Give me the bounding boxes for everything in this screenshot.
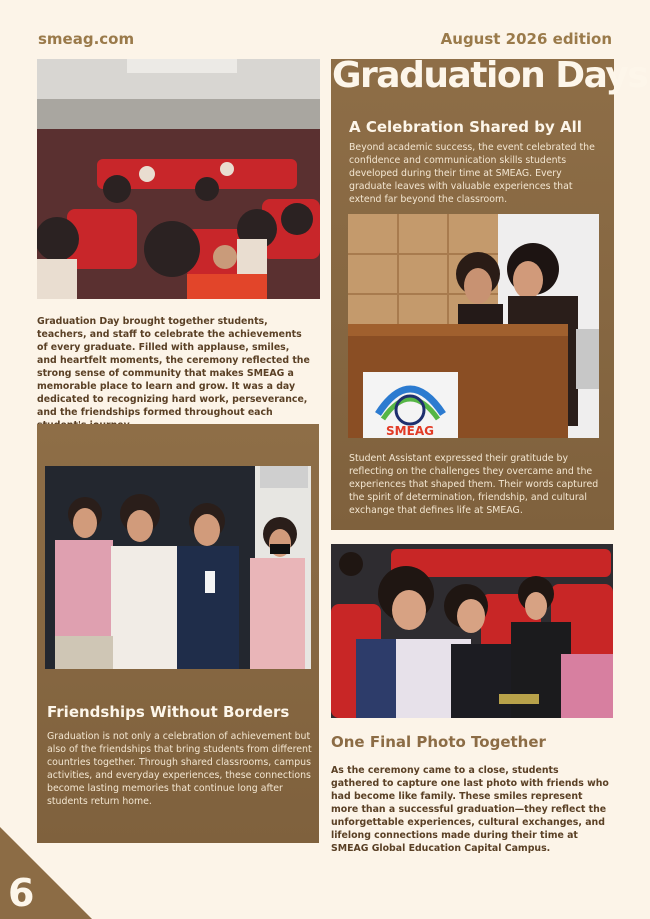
podium-speech-photo: [348, 214, 599, 438]
intro-paragraph: Graduation Day brought together students, teachers, and staff to celebrate the achievements of every graduate. Filled with applause, smiles, and heartfelt moments, the ceremony reflected the strong sense of community that makes SMEAG a memorable place to learn and grow. It was a day dedicated to recognizing hard work, perseverance, and the friendships formed throughout each: [37, 316, 310, 418]
audience-photo: [37, 59, 320, 299]
final-photo-paragraph: As the ceremony came to a close, students gathered to capture one last photo with friends who had become like family. These smiles represent more than a successful graduation—they reflect the unforgettable experiences, cultural exchanges, and lifelong connections made during their time at SMEAG Global Education Capital Campus.: [331, 765, 609, 854]
page-title: Graduation Days: [332, 55, 648, 96]
friendships-paragraph: Graduation is not only a celebration of achievement but also of the friendships that bring students from different countries together. Through shared classrooms, campus activities, and everyday experiences, these connections become lasting memories that continue long after students return home.: [47, 731, 312, 807]
edition-label: August 2026 edition: [440, 30, 612, 48]
celebration-paragraph: Beyond academic success, the event celebrated the confidence and communication skills students developed during their time at SMEAG. Every graduate leaves with valuable experiences that extend far beyond the classroom.: [349, 142, 595, 205]
site-url: smeag.com: [38, 30, 135, 48]
page-number: 6: [8, 871, 35, 915]
friendships-heading: Friendships Without Borders: [47, 703, 290, 721]
podium-logo-text: SMEAG: [386, 424, 434, 438]
final-group-photo: [331, 544, 613, 718]
friends-group-photo: [45, 466, 311, 669]
final-photo-heading: One Final Photo Together: [331, 733, 546, 751]
speech-paragraph: Student Assistant expressed their gratitude by reflecting on the challenges they overcame and the experiences that shaped them. Their words captured the spirit of determination, friendship, and cultural exchange that defines life at SMEAG.: [349, 453, 599, 516]
celebration-heading: A Celebration Shared by All: [349, 118, 582, 136]
